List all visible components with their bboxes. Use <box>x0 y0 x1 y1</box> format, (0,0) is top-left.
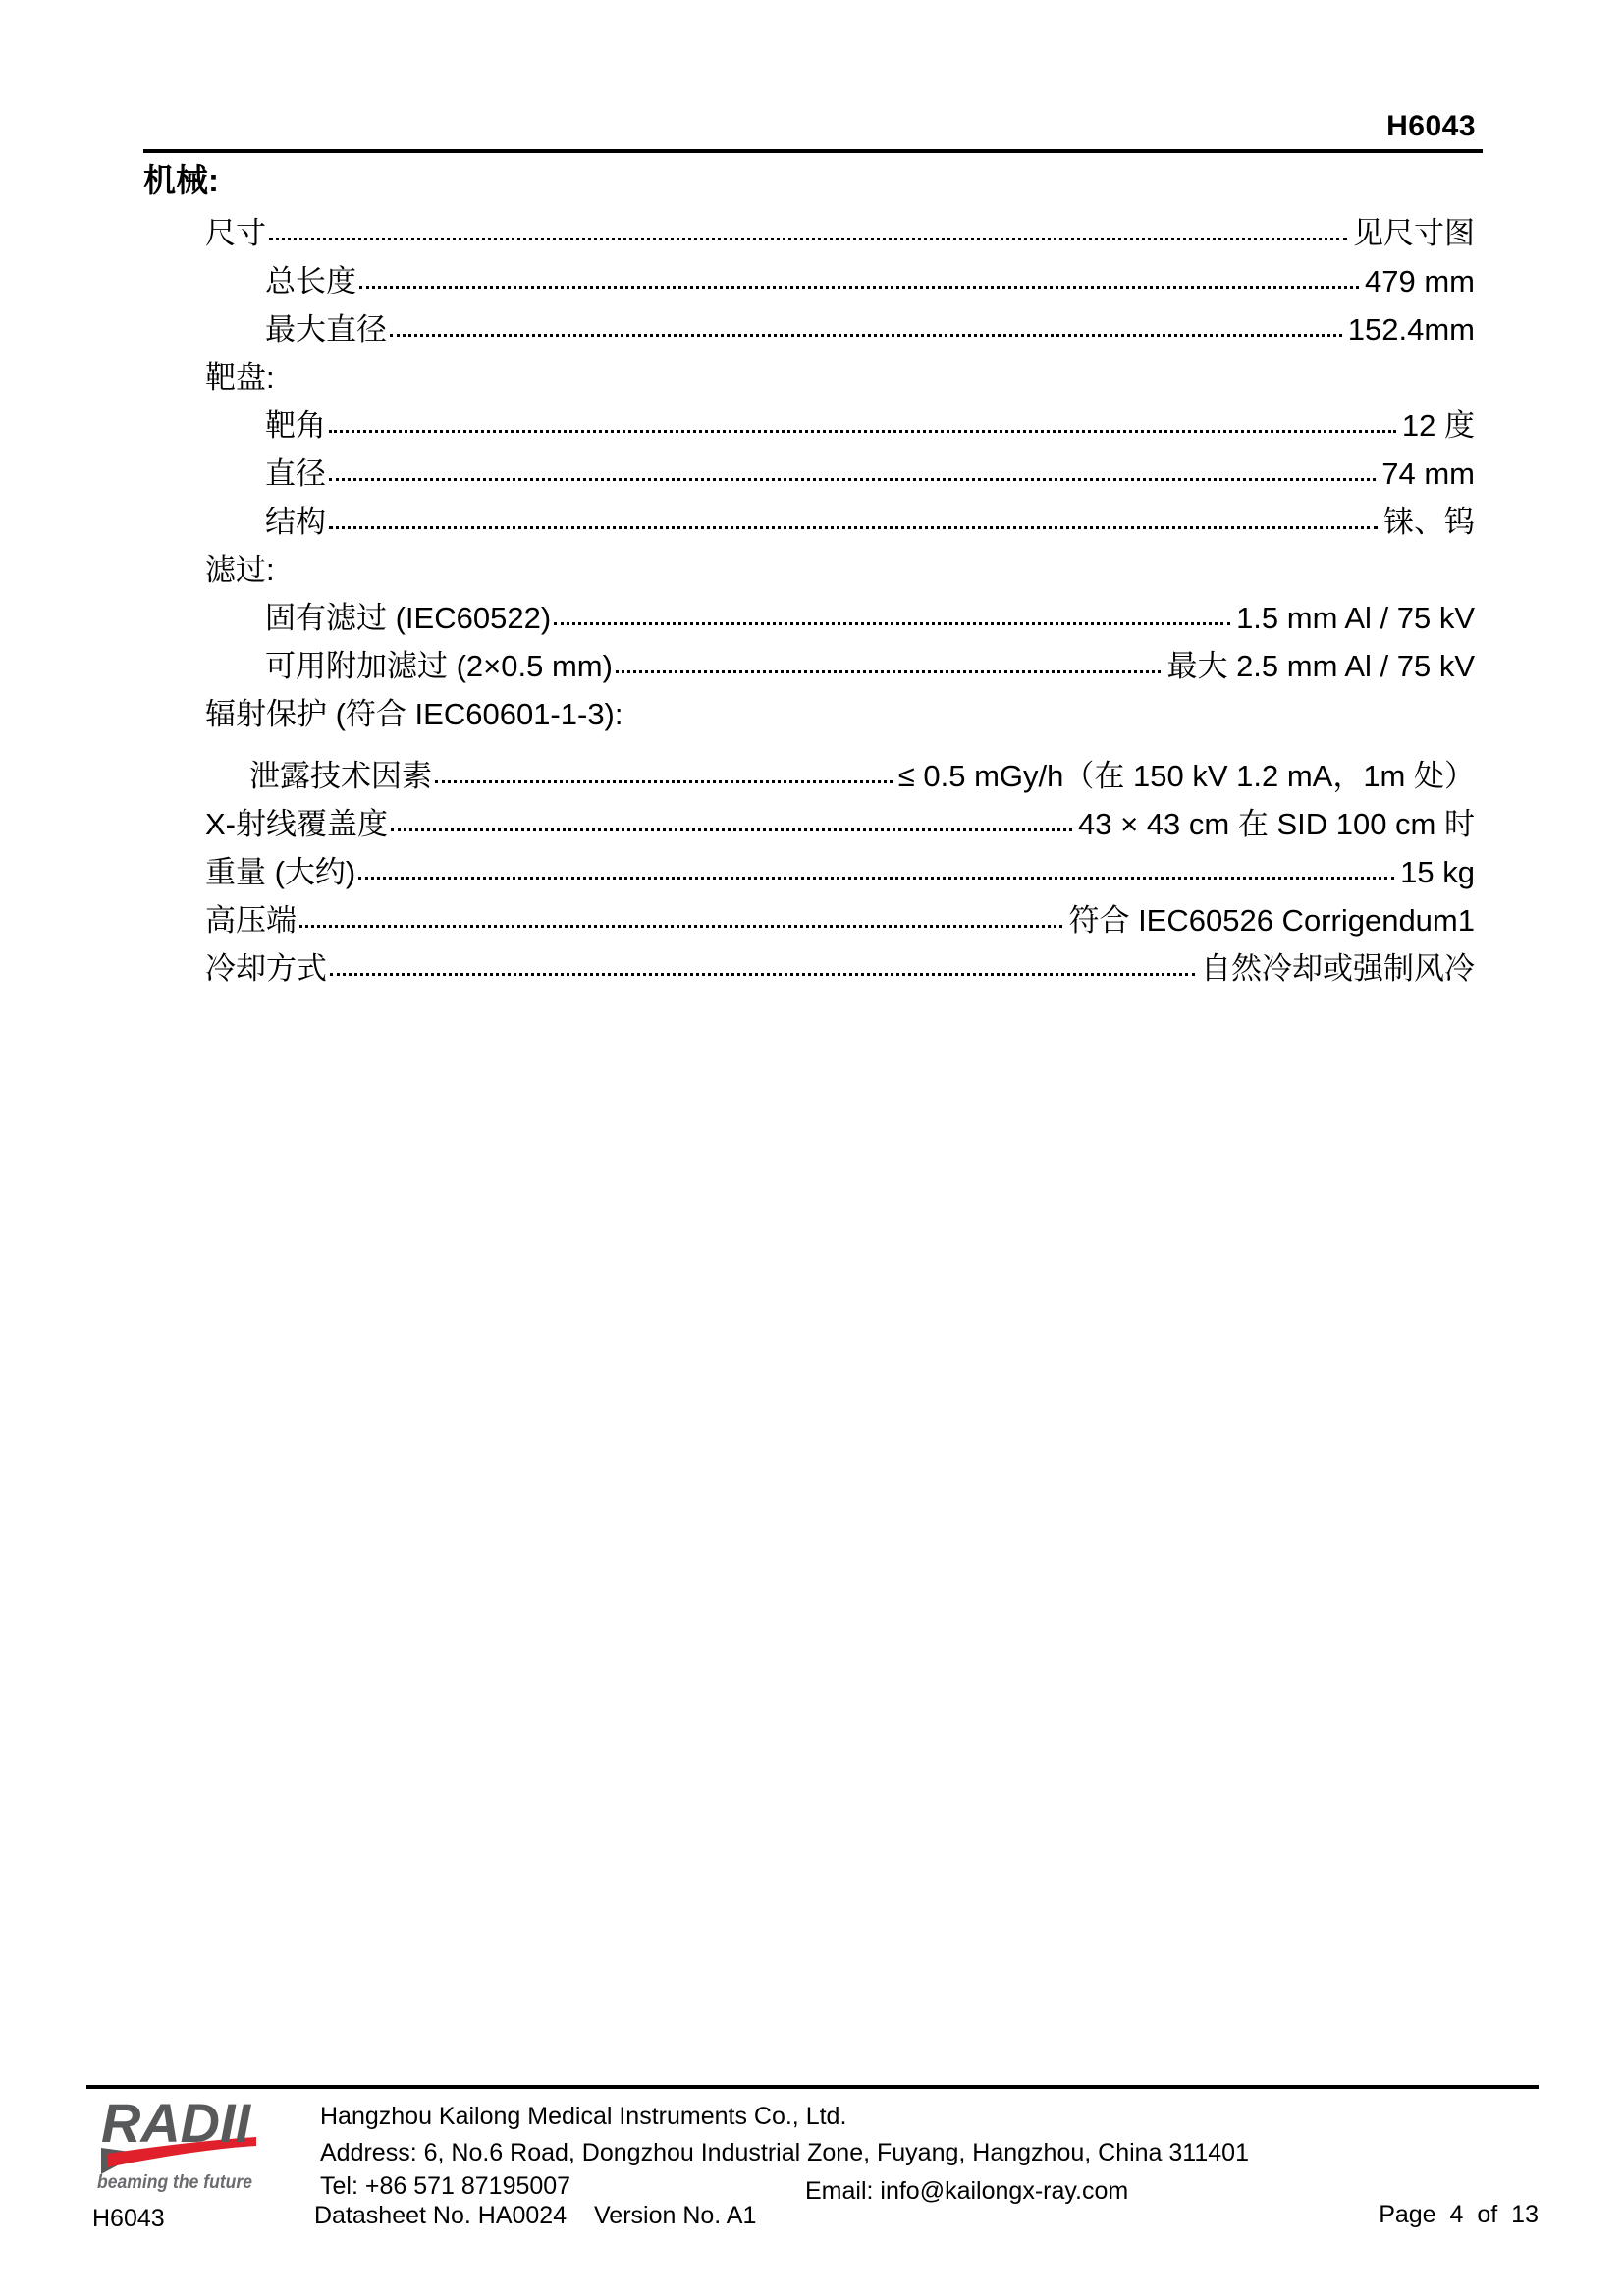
spec-row-additional-filtration <box>143 642 1475 690</box>
dot-leader <box>435 780 893 783</box>
spec-label: 冷却方式 <box>205 951 327 986</box>
radii-logo <box>91 2097 263 2197</box>
footer-company: Hangzhou Kailong Medical Instruments Co., Ltd. <box>320 2103 847 2130</box>
spec-label: 辐射保护 (符合 IEC60601-1-3): <box>205 697 623 731</box>
dot-leader <box>616 670 1161 673</box>
spec-row-xray-coverage <box>143 800 1475 848</box>
dot-leader <box>329 478 1376 481</box>
section-title: 机械: <box>143 162 219 198</box>
dot-leader <box>330 973 1195 976</box>
dot-leader <box>358 877 1394 880</box>
dot-leader <box>269 238 1347 240</box>
spec-row-hv-end <box>143 896 1475 944</box>
spec-row-leakage <box>143 752 1475 800</box>
spec-value: 见尺寸图 <box>1353 216 1475 250</box>
footer-address: Address: 6, No.6 Road, Dongzhou Industrial Zone, Fuyang, Hangzhou, China 311401 <box>320 2139 1249 2166</box>
spec-label: 尺寸 <box>205 216 266 250</box>
footer-email: Email: info@kailongx-ray.com <box>805 2177 1129 2205</box>
logo-brand-text: RADII <box>101 2097 252 2154</box>
spec-subhead-radiation-protection <box>143 690 1475 738</box>
footer-model-number: H6043 <box>92 2205 165 2232</box>
spec-subhead-filtration <box>143 546 1475 594</box>
footer-version-no: Version No. A1 <box>594 2202 757 2229</box>
dot-leader <box>554 622 1230 625</box>
spec-label: X-射线覆盖度 <box>205 807 388 841</box>
spec-value: 74 mm <box>1381 456 1475 491</box>
spec-row-max-diameter <box>143 305 1475 353</box>
spec-value: 1.5 mm Al / 75 kV <box>1236 601 1475 635</box>
spec-label: 靶角 <box>265 408 326 443</box>
spec-value: 符合 IEC60526 Corrigendum1 <box>1068 903 1475 937</box>
spec-row-structure <box>143 498 1475 546</box>
spec-row-diameter <box>143 450 1475 498</box>
dot-leader <box>299 925 1062 928</box>
dot-leader <box>391 828 1072 831</box>
header-rule <box>143 149 1483 153</box>
spec-label: 重量 (大约) <box>205 855 356 889</box>
spec-list <box>143 209 1475 992</box>
spec-subhead-target-disc <box>143 353 1475 401</box>
spec-row-overall-length <box>143 257 1475 305</box>
spec-value: 479 mm <box>1365 264 1475 298</box>
spec-value: 自然冷却或强制风冷 <box>1201 951 1475 986</box>
spec-label: 滤过: <box>205 553 275 587</box>
spec-value: 15 kg <box>1400 855 1475 889</box>
spec-label: 可用附加滤过 (2×0.5 mm) <box>265 649 613 683</box>
footer-rule <box>86 2085 1539 2089</box>
dot-leader <box>390 334 1342 337</box>
spec-value: ≤ 0.5 mGy/h（在 150 kV 1.2 mA，1m 处） <box>897 759 1475 793</box>
dot-leader <box>329 526 1378 529</box>
spec-label: 结构 <box>265 505 326 539</box>
spec-value: 12 度 <box>1401 408 1475 443</box>
spec-label: 直径 <box>265 456 326 491</box>
spec-value: 43 × 43 cm 在 SID 100 cm 时 <box>1077 807 1475 841</box>
footer-tel: Tel: +86 571 87195007 <box>320 2172 571 2200</box>
spec-label: 固有滤过 (IEC60522) <box>265 601 552 635</box>
logo-tagline: beaming the future <box>97 2172 253 2193</box>
spec-row-cooling <box>143 944 1475 992</box>
spec-label: 靶盘: <box>205 360 275 395</box>
spec-value: 铼、钨 <box>1383 505 1475 539</box>
page-header-doc-number: H6043 <box>1386 110 1476 142</box>
dot-leader <box>329 430 1396 433</box>
spec-row-inherent-filtration <box>143 594 1475 642</box>
spec-row-target-angle <box>143 401 1475 450</box>
footer-page-number: Page 4 of 13 <box>1379 2201 1539 2228</box>
spec-label: 高压端 <box>205 903 297 937</box>
spec-row-dimensions <box>143 209 1475 257</box>
spec-value: 152.4mm <box>1347 312 1475 347</box>
dot-leader <box>359 286 1359 289</box>
mechanical-section <box>143 160 1475 992</box>
spec-value: 最大 2.5 mm Al / 75 kV <box>1166 649 1475 683</box>
footer-datasheet-no: Datasheet No. HA0024 <box>314 2202 568 2229</box>
spec-row-weight <box>143 848 1475 896</box>
spec-label: 总长度 <box>265 264 356 298</box>
spec-label: 泄露技术因素 <box>249 759 432 793</box>
spec-label: 最大直径 <box>265 312 387 347</box>
